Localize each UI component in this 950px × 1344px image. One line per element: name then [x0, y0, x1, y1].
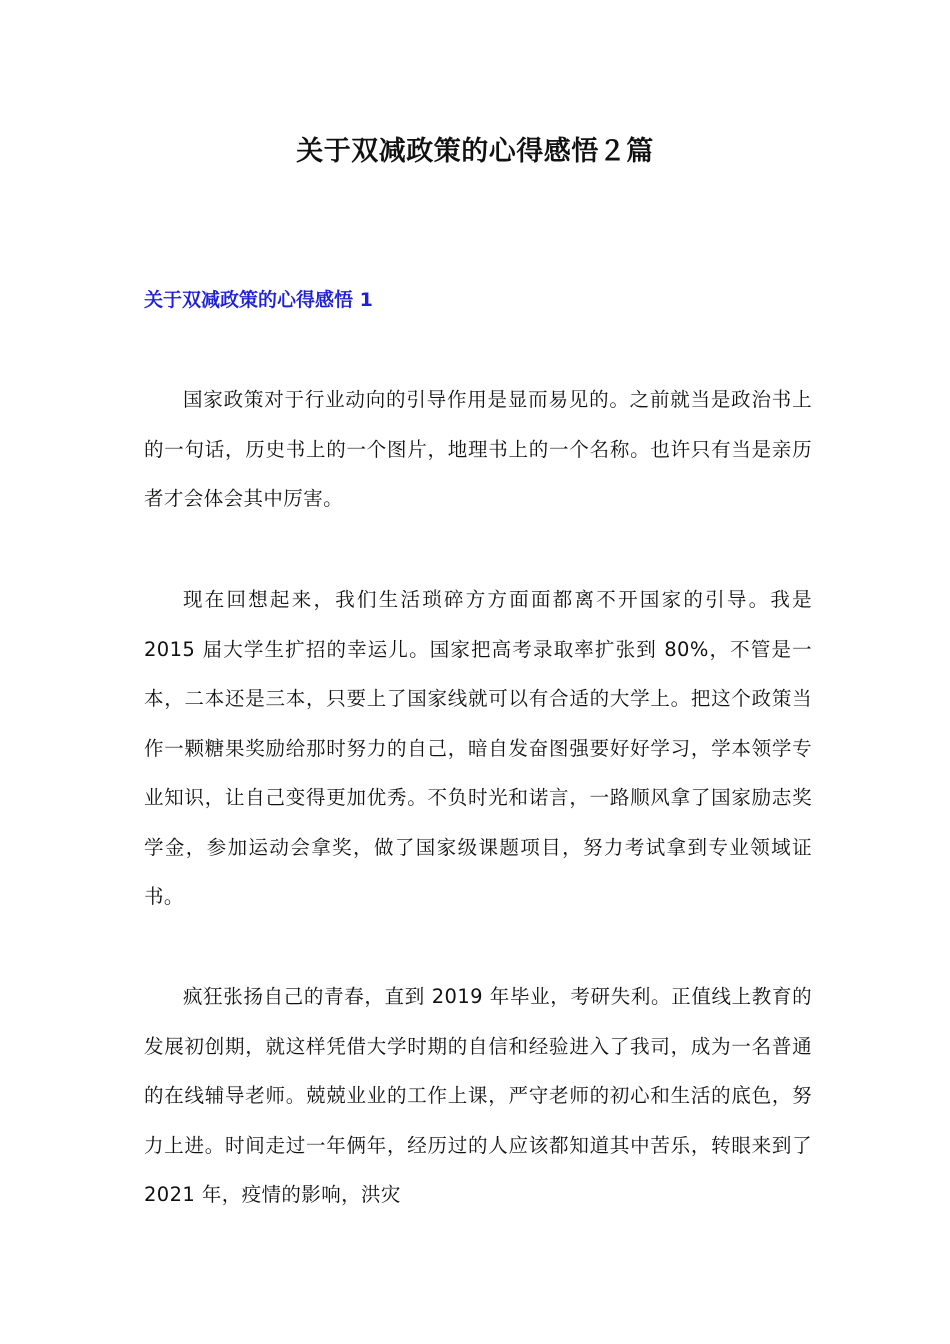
- section-heading: 关于双减政策的心得感悟 1: [144, 289, 373, 311]
- paragraph-2: 现在回想起来，我们生活琐碎方方面面都离不开国家的引导。我是 2015 届大学生扩招的幸运儿。国家把高考录取率扩张到 80%，不管是一本，二本还是三本，只要上了国家线就可以有合适的大学上。把这个政策当作一颗糖果奖励给那时努力的自己，暗自发奋图强要好好学习，学本领学专业知识，让自己变得更加优秀。不负时光和诺言，一路顺风拿了国家励志奖学金，参加运动会拿奖，做了国家级课题项目，努力考试拿到专业领域证书。: [144, 588, 812, 908]
- paragraph-3: 疯狂张扬自己的青春，直到 2019 年毕业，考研失利。正值线上教育的发展初创期，就这样凭借大学时期的自信和经验进入了我司，成为一名普通的在线辅导老师。兢兢业业的工作上课，严守老师的初心和生活的底色，努力上进。时间走过一年俩年，经历过的人应该都知道其中苦乐，转眼来到了 2021 年，疫情的影响，洪灾: [144, 985, 812, 1206]
- document-title: 关于双减政策的心得感悟２篇: [296, 136, 654, 167]
- paragraph-1: 国家政策对于行业动向的引导作用是显而易见的。之前就当是政治书上的一句话，历史书上的一个图片，地理书上的一个名称。也许只有当是亲历者才会体会其中厉害。: [144, 388, 812, 510]
